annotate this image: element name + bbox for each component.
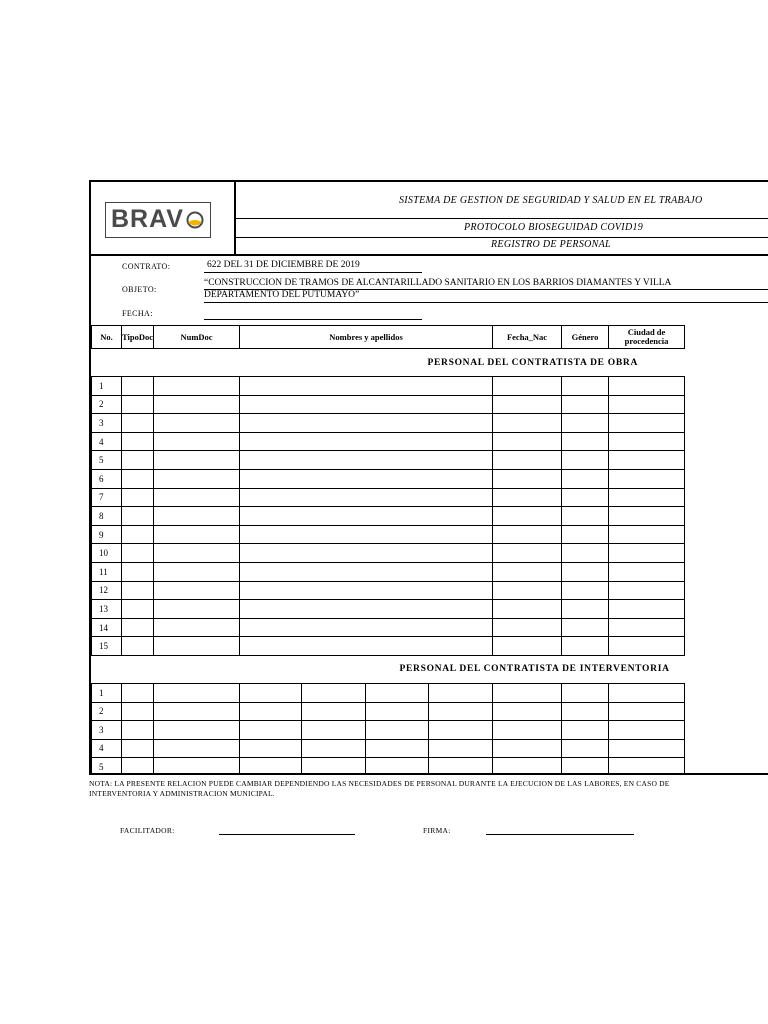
table-row: [92, 721, 685, 740]
table-cell[interactable]: [154, 562, 240, 581]
table-cell[interactable]: [493, 451, 562, 470]
table-cell[interactable]: [493, 469, 562, 488]
table-cell[interactable]: [122, 600, 154, 619]
table-cell[interactable]: [609, 581, 685, 600]
system-title: SISTEMA DE GESTION DE SEGURIDAD Y SALUD EN EL TRABAJO: [399, 195, 703, 206]
table-cell[interactable]: [562, 525, 609, 544]
col-header-genero: Género: [562, 326, 609, 349]
table-cell[interactable]: [154, 507, 240, 526]
objeto-line-1: “CONSTRUCCION DE TRAMOS DE ALCANTARILLADO SANITARIO EN LOS BARRIOS DIAMANTES Y VILLA: [204, 278, 672, 288]
table-row: [92, 414, 685, 433]
table-cell[interactable]: [302, 721, 366, 740]
logo-text: BRAV: [111, 205, 184, 233]
row-number: 8: [92, 507, 122, 526]
table-cell[interactable]: [240, 525, 493, 544]
table-cell[interactable]: [154, 377, 240, 396]
personnel-table: [91, 325, 685, 775]
table-cell[interactable]: [493, 618, 562, 637]
table-cell[interactable]: [240, 469, 493, 488]
table-cell[interactable]: [122, 721, 154, 740]
logo-cell: [91, 182, 236, 255]
table-cell[interactable]: [609, 432, 685, 451]
table-cell[interactable]: [122, 637, 154, 656]
table-cell[interactable]: [429, 758, 493, 775]
table-cell[interactable]: [240, 758, 302, 775]
table-cell[interactable]: [493, 600, 562, 619]
table-cell[interactable]: [240, 377, 493, 396]
table-cell[interactable]: [609, 488, 685, 507]
table-row: [92, 581, 685, 600]
table-cell[interactable]: [302, 702, 366, 721]
table-cell[interactable]: [122, 739, 154, 758]
section-row-interventoria: [92, 655, 685, 683]
table-cell[interactable]: [240, 507, 493, 526]
table-cell[interactable]: [240, 683, 302, 702]
table-cell[interactable]: [562, 507, 609, 526]
table-cell[interactable]: [493, 432, 562, 451]
row-number: 1: [92, 377, 122, 396]
table-cell[interactable]: [562, 721, 609, 740]
protocol-title: PROTOCOLO BIOSEGUIDAD COVID19: [464, 222, 644, 233]
table-cell[interactable]: [562, 637, 609, 656]
table-cell[interactable]: [609, 451, 685, 470]
table-row: [92, 600, 685, 619]
table-cell[interactable]: [122, 544, 154, 563]
row-number: 2: [92, 395, 122, 414]
table-cell[interactable]: [609, 758, 685, 775]
table-cell[interactable]: [562, 683, 609, 702]
table-cell[interactable]: [609, 377, 685, 396]
contrato-label: CONTRATO:: [122, 262, 171, 271]
register-title: REGISTRO DE PERSONAL: [491, 239, 611, 250]
fecha-underline: [204, 319, 422, 320]
row-number: 4: [92, 739, 122, 758]
table-cell[interactable]: [493, 721, 562, 740]
contrato-value: 622 DEL 31 DE DICIEMBRE DE 2019: [207, 260, 360, 270]
table-cell[interactable]: [609, 637, 685, 656]
table-cell[interactable]: [609, 395, 685, 414]
note-line-1: NOTA: LA PRESENTE RELACION PUEDE CAMBIAR DEPENDIENDO LAS NECESIDADES DE PERSONAL DURANTE LA EJECUCION DE LAS LABORES, EN CASO DE: [89, 779, 670, 788]
table-cell[interactable]: [562, 702, 609, 721]
table-cell[interactable]: [240, 562, 493, 581]
table-cell[interactable]: [122, 469, 154, 488]
table-cell[interactable]: [154, 637, 240, 656]
table-cell[interactable]: [429, 721, 493, 740]
table-cell[interactable]: [493, 507, 562, 526]
table-cell[interactable]: [609, 507, 685, 526]
table-header-row: [92, 326, 685, 349]
row-number: 10: [92, 544, 122, 563]
row-number: 2: [92, 702, 122, 721]
table-cell[interactable]: [562, 451, 609, 470]
table-cell[interactable]: [493, 637, 562, 656]
table-row: [92, 432, 685, 451]
table-cell[interactable]: [154, 451, 240, 470]
table-cell[interactable]: [154, 600, 240, 619]
table-cell[interactable]: [154, 488, 240, 507]
table-row: [92, 618, 685, 637]
table-cell[interactable]: [122, 525, 154, 544]
row-number: 6: [92, 469, 122, 488]
row-number: 13: [92, 600, 122, 619]
table-row: [92, 451, 685, 470]
col-header-no: No.: [92, 326, 122, 349]
table-cell[interactable]: [609, 544, 685, 563]
section-row-obra: [92, 349, 685, 377]
bravo-logo: [105, 202, 211, 238]
row-number: 9: [92, 525, 122, 544]
table-cell[interactable]: [609, 469, 685, 488]
col-header-numdoc: NumDoc: [154, 326, 240, 349]
table-row: [92, 758, 685, 775]
table-cell[interactable]: [562, 414, 609, 433]
interventoria-rows: [92, 683, 685, 775]
table-row: [92, 702, 685, 721]
header-divider: [236, 237, 768, 238]
table-cell[interactable]: [240, 395, 493, 414]
objeto-line-2: DEPARTAMENTO DEL PUTUMAYO”: [204, 290, 360, 300]
table-row: [92, 525, 685, 544]
table-cell[interactable]: [154, 702, 240, 721]
table-cell[interactable]: [429, 702, 493, 721]
table-cell[interactable]: [240, 451, 493, 470]
table-cell[interactable]: [154, 544, 240, 563]
table-cell[interactable]: [366, 683, 429, 702]
row-number: 5: [92, 451, 122, 470]
table-row: [92, 395, 685, 414]
section-title-interventoria: PERSONAL DEL CONTRATISTA DE INTERVENTORIA: [92, 655, 685, 683]
table-cell[interactable]: [154, 525, 240, 544]
table-cell[interactable]: [302, 683, 366, 702]
facilitador-signature-line[interactable]: [219, 834, 355, 835]
table-row: [92, 377, 685, 396]
table-cell[interactable]: [609, 683, 685, 702]
table-row: [92, 544, 685, 563]
row-number: 5: [92, 758, 122, 775]
table-cell[interactable]: [122, 562, 154, 581]
table-cell[interactable]: [122, 758, 154, 775]
table-cell[interactable]: [562, 739, 609, 758]
table-cell[interactable]: [122, 702, 154, 721]
table-cell[interactable]: [154, 395, 240, 414]
table-cell[interactable]: [240, 600, 493, 619]
row-number: 1: [92, 683, 122, 702]
table-cell[interactable]: [609, 702, 685, 721]
table-cell[interactable]: [493, 581, 562, 600]
table-cell[interactable]: [240, 721, 302, 740]
table-cell[interactable]: [429, 683, 493, 702]
table-cell[interactable]: [609, 600, 685, 619]
table-cell[interactable]: [122, 414, 154, 433]
firma-label: FIRMA:: [423, 826, 451, 835]
header-divider: [236, 218, 768, 219]
table-cell[interactable]: [122, 451, 154, 470]
col-header-ciudad: Ciudad de procedencia: [609, 326, 685, 349]
table-cell[interactable]: [122, 581, 154, 600]
table-cell[interactable]: [122, 377, 154, 396]
col-header-nombres: Nombres y apellidos: [240, 326, 493, 349]
table-cell[interactable]: [302, 739, 366, 758]
row-number: 7: [92, 488, 122, 507]
section-title-obra: PERSONAL DEL CONTRATISTA DE OBRA: [92, 349, 685, 377]
table-cell[interactable]: [562, 581, 609, 600]
note-text: [89, 779, 768, 799]
table-cell[interactable]: [154, 758, 240, 775]
table-cell[interactable]: [493, 544, 562, 563]
table-row: [92, 739, 685, 758]
table-cell[interactable]: [366, 739, 429, 758]
table-cell[interactable]: [154, 469, 240, 488]
table-cell[interactable]: [562, 618, 609, 637]
table-cell[interactable]: [493, 739, 562, 758]
firma-signature-line[interactable]: [486, 834, 634, 835]
table-cell[interactable]: [122, 618, 154, 637]
table-row: [92, 683, 685, 702]
row-number: 4: [92, 432, 122, 451]
table-cell[interactable]: [493, 395, 562, 414]
table-cell[interactable]: [609, 739, 685, 758]
table-cell[interactable]: [154, 581, 240, 600]
table-cell[interactable]: [240, 739, 302, 758]
table-row: [92, 488, 685, 507]
table-cell[interactable]: [493, 702, 562, 721]
table-cell[interactable]: [154, 683, 240, 702]
table-cell[interactable]: [609, 721, 685, 740]
table-row: [92, 507, 685, 526]
table-cell[interactable]: [562, 469, 609, 488]
col-header-fecha-nac: Fecha_Nac: [493, 326, 562, 349]
table-cell[interactable]: [609, 525, 685, 544]
table-cell[interactable]: [562, 377, 609, 396]
table-cell[interactable]: [122, 432, 154, 451]
table-cell[interactable]: [429, 739, 493, 758]
obra-rows: [92, 377, 685, 656]
table-cell[interactable]: [122, 395, 154, 414]
table-cell[interactable]: [493, 414, 562, 433]
table-cell[interactable]: [240, 432, 493, 451]
table-cell[interactable]: [154, 739, 240, 758]
table-cell[interactable]: [562, 544, 609, 563]
table-cell[interactable]: [240, 637, 493, 656]
row-number: 14: [92, 618, 122, 637]
sun-logo-icon: [186, 211, 204, 229]
row-number: 3: [92, 721, 122, 740]
table-cell[interactable]: [240, 618, 493, 637]
facilitador-label: FACILITADOR:: [120, 826, 175, 835]
table-row: [92, 469, 685, 488]
note-line-2: INTERVENTORIA Y ADMINISTRACION MUNICIPAL.: [89, 789, 275, 798]
table-cell[interactable]: [493, 758, 562, 775]
table-cell[interactable]: [493, 525, 562, 544]
table-cell[interactable]: [154, 414, 240, 433]
header-bottom-border: [91, 254, 768, 256]
fecha-label: FECHA:: [122, 309, 153, 318]
table-cell[interactable]: [562, 562, 609, 581]
table-cell[interactable]: [562, 758, 609, 775]
table-row: [92, 562, 685, 581]
table-cell[interactable]: [493, 377, 562, 396]
table-cell[interactable]: [366, 721, 429, 740]
table-row: [92, 637, 685, 656]
table-cell[interactable]: [240, 544, 493, 563]
row-number: 3: [92, 414, 122, 433]
table-cell[interactable]: [154, 432, 240, 451]
table-cell[interactable]: [562, 395, 609, 414]
registro-personal-form: [89, 180, 768, 775]
row-number: 12: [92, 581, 122, 600]
table-cell[interactable]: [122, 507, 154, 526]
table-cell[interactable]: [154, 721, 240, 740]
table-cell[interactable]: [493, 683, 562, 702]
table-cell[interactable]: [493, 488, 562, 507]
table-cell[interactable]: [562, 600, 609, 619]
table-cell[interactable]: [562, 432, 609, 451]
table-cell[interactable]: [366, 758, 429, 775]
table-cell[interactable]: [240, 488, 493, 507]
table-cell[interactable]: [366, 702, 429, 721]
objeto-label: OBJETO:: [122, 285, 157, 294]
table-cell[interactable]: [240, 414, 493, 433]
table-cell[interactable]: [122, 488, 154, 507]
table-cell[interactable]: [154, 618, 240, 637]
table-cell[interactable]: [609, 562, 685, 581]
table-cell[interactable]: [240, 702, 302, 721]
col-header-tipodoc: TipoDoc: [122, 326, 154, 349]
objeto-underline-2: [204, 302, 768, 303]
row-number: 15: [92, 637, 122, 656]
table-cell[interactable]: [562, 488, 609, 507]
table-cell[interactable]: [122, 683, 154, 702]
table-cell[interactable]: [302, 758, 366, 775]
contrato-underline: [204, 272, 422, 273]
table-cell[interactable]: [240, 581, 493, 600]
table-cell[interactable]: [493, 562, 562, 581]
table-cell[interactable]: [609, 414, 685, 433]
table-cell[interactable]: [609, 618, 685, 637]
row-number: 11: [92, 562, 122, 581]
